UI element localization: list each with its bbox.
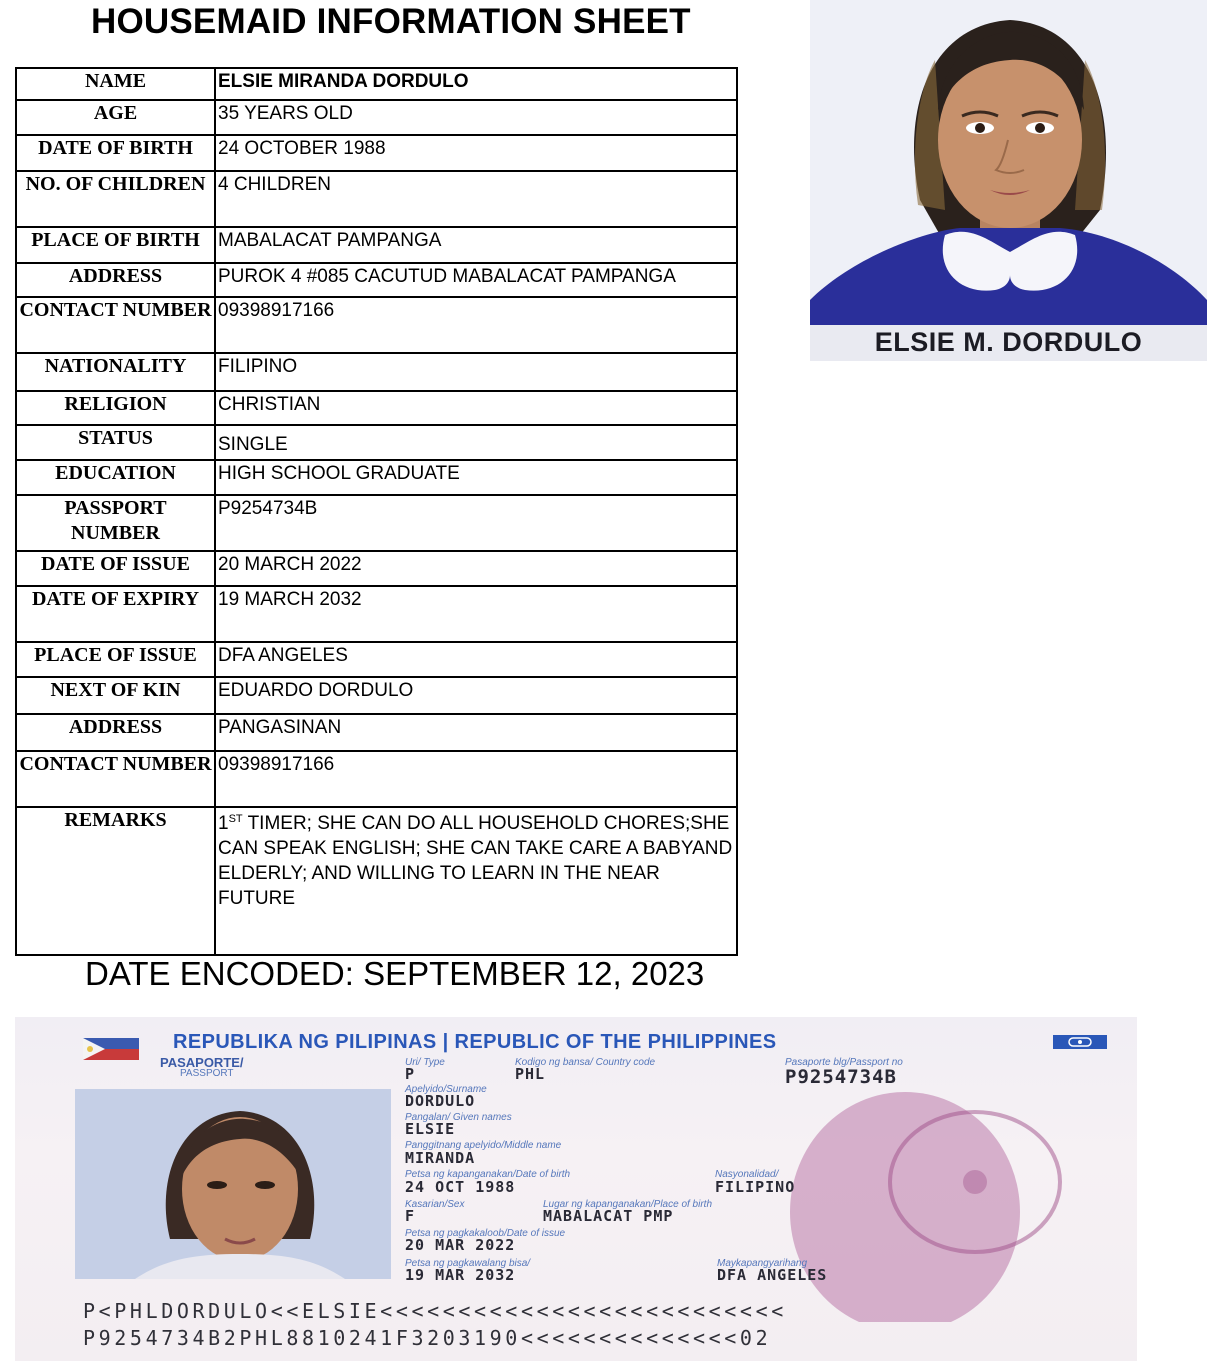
row-date-of-expiry bbox=[16, 586, 737, 642]
philippine-flag-icon bbox=[83, 1038, 139, 1060]
epassport-chip-icon bbox=[1053, 1035, 1107, 1049]
passport-pob: MABALACAT PMP bbox=[543, 1207, 674, 1225]
row-dob bbox=[16, 135, 737, 171]
row-next-of-kin bbox=[16, 677, 737, 714]
value-dob: 24 OCTOBER 1988 bbox=[215, 135, 737, 171]
value-next-of-kin: EDUARDO DORDULO bbox=[215, 677, 737, 714]
passport-nationality-label: Nasyonalidad/ bbox=[715, 1169, 779, 1180]
passport-given: ELSIE bbox=[405, 1120, 456, 1138]
label-place-of-issue: PLACE OF ISSUE bbox=[16, 642, 215, 677]
row-address bbox=[16, 263, 737, 297]
portrait-illustration bbox=[810, 0, 1207, 361]
passport-dob-label: Petsa ng kapanganakan/Date of birth bbox=[405, 1169, 571, 1180]
label-education: EDUCATION bbox=[16, 460, 215, 495]
passport-authority: DFA ANGELES bbox=[717, 1266, 828, 1284]
value-kin-contact: 09398917166 bbox=[215, 751, 737, 807]
passport-given-label: Pangalan/ Given names bbox=[405, 1112, 512, 1123]
passport-type-label: Uri/ Type bbox=[405, 1057, 445, 1068]
value-name: ELSIE MIRANDA DORDULO bbox=[215, 68, 737, 100]
passport-expiry: 19 MAR 2032 bbox=[405, 1266, 516, 1284]
photo-caption: ELSIE M. DORDULO bbox=[874, 327, 1143, 357]
passport-sex-label: Kasarian/Sex bbox=[405, 1199, 465, 1210]
label-date-of-expiry: DATE OF EXPIRY bbox=[16, 586, 215, 642]
passport-expiry-label: Petsa ng pagkawalang bisa/ bbox=[405, 1258, 531, 1269]
value-date-of-expiry: 19 MARCH 2032 bbox=[215, 586, 737, 642]
row-contact bbox=[16, 297, 737, 353]
remarks-ordinal-suffix: ST bbox=[228, 813, 243, 825]
passport-seal-watermark bbox=[775, 1062, 1137, 1322]
row-nationality bbox=[16, 353, 737, 391]
value-status: SINGLE bbox=[215, 425, 737, 460]
passport-surname: DORDULO bbox=[405, 1092, 476, 1110]
row-religion bbox=[16, 391, 737, 425]
value-age: 35 YEARS OLD bbox=[215, 100, 737, 135]
passport-portrait-illustration bbox=[75, 1089, 391, 1279]
row-status bbox=[16, 425, 737, 460]
label-name: NAME bbox=[16, 68, 215, 100]
passport-middle: MIRANDA bbox=[405, 1149, 476, 1167]
label-pob: PLACE OF BIRTH bbox=[16, 227, 215, 263]
value-pob: MABALACAT PAMPANGA bbox=[215, 227, 737, 263]
passport-number: P9254734B bbox=[785, 1066, 897, 1088]
label-children: NO. OF CHILDREN bbox=[16, 171, 215, 227]
row-kin-contact bbox=[16, 751, 737, 807]
value-date-of-issue: 20 MARCH 2022 bbox=[215, 551, 737, 586]
row-remarks bbox=[16, 807, 737, 955]
passport-nationality: FILIPINO bbox=[715, 1178, 796, 1196]
label-status: STATUS bbox=[16, 425, 215, 460]
row-passport-number bbox=[16, 495, 737, 551]
info-table bbox=[15, 67, 738, 956]
value-passport-number: P9254734B bbox=[215, 495, 737, 551]
label-religion: RELIGION bbox=[16, 391, 215, 425]
row-pob bbox=[16, 227, 737, 263]
passport-issue: 20 MAR 2022 bbox=[405, 1236, 516, 1254]
row-children bbox=[16, 171, 737, 227]
passport-country-label: Kodigo ng bansa/ Country code bbox=[515, 1057, 656, 1068]
passport-dob: 24 OCT 1988 bbox=[405, 1178, 516, 1196]
remarks-ordinal: 1 bbox=[218, 813, 229, 834]
date-encoded: DATE ENCODED: SEPTEMBER 12, 2023 bbox=[85, 955, 705, 992]
passport-issue-label: Petsa ng pagkakaloob/Date of issue bbox=[405, 1228, 566, 1239]
passport-mrz-line-2: P9254734B2PHL8810241F3203190<<<<<<<<<<<<<<02 bbox=[83, 1326, 772, 1350]
passport-doc-label-en: PASSPORT bbox=[180, 1068, 234, 1079]
label-contact: CONTACT NUMBER bbox=[16, 297, 215, 353]
passport-country: PHL bbox=[515, 1065, 546, 1083]
passport-surname-label: Apelyido/Surname bbox=[405, 1084, 487, 1095]
row-education bbox=[16, 460, 737, 495]
row-kin-address bbox=[16, 714, 737, 751]
passport-sex: F bbox=[405, 1207, 416, 1225]
passport-pob-label: Lugar ng kapanganakan/Place of birth bbox=[543, 1199, 713, 1210]
passport-type: P bbox=[405, 1065, 416, 1083]
value-children: 4 CHILDREN bbox=[215, 171, 737, 227]
passport-doc-label: PASAPORTE/ bbox=[160, 1055, 244, 1070]
value-address: PUROK 4 #085 CACUTUD MABALACAT PAMPANGA bbox=[215, 263, 737, 297]
row-age bbox=[16, 100, 737, 135]
label-nationality: NATIONALITY bbox=[16, 353, 215, 391]
value-education: HIGH SCHOOL GRADUATE bbox=[215, 460, 737, 495]
label-next-of-kin: NEXT OF KIN bbox=[16, 677, 215, 714]
label-kin-contact: CONTACT NUMBER bbox=[16, 751, 215, 807]
passport-mrz-line-1: P<PHLDORDULO<<ELSIE<<<<<<<<<<<<<<<<<<<<<<<<<< bbox=[83, 1299, 787, 1323]
id-photo bbox=[810, 0, 1207, 361]
row-name bbox=[16, 68, 737, 100]
passport-authority-label: Maykapangyarihang bbox=[717, 1258, 808, 1269]
label-date-of-issue: DATE OF ISSUE bbox=[16, 551, 215, 586]
value-place-of-issue: DFA ANGELES bbox=[215, 642, 737, 677]
value-nationality: FILIPINO bbox=[215, 353, 737, 391]
label-address: ADDRESS bbox=[16, 263, 215, 297]
value-religion: CHRISTIAN bbox=[215, 391, 737, 425]
label-passport-number: PASSPORT NUMBER bbox=[16, 495, 215, 551]
passport-header: REPUBLIKA NG PILIPINAS | REPUBLIC OF THE PHILIPPINES bbox=[173, 1031, 777, 1053]
passport-photo bbox=[75, 1089, 391, 1279]
passport-middle-label: Panggitnang apelyido/Middle name bbox=[405, 1140, 562, 1151]
sheet-title: HOUSEMAID INFORMATION SHEET bbox=[91, 2, 691, 41]
passport-number-label: Pasaporte blg/Passport no bbox=[785, 1057, 903, 1068]
row-date-of-issue bbox=[16, 551, 737, 586]
label-kin-address: ADDRESS bbox=[16, 714, 215, 751]
remarks-text: TIMER; SHE CAN DO ALL HOUSEHOLD CHORES;SHE CAN SPEAK ENGLISH; SHE CAN TAKE CARE A BABYAND ELDERLY; AND WILLING TO LEARN IN THE NEAR FUTURE bbox=[218, 813, 733, 909]
value-kin-address: PANGASINAN bbox=[215, 714, 737, 751]
label-dob: DATE OF BIRTH bbox=[16, 135, 215, 171]
value-contact: 09398917166 bbox=[215, 297, 737, 353]
label-remarks: REMARKS bbox=[16, 807, 215, 955]
row-place-of-issue bbox=[16, 642, 737, 677]
passport-scan bbox=[15, 1017, 1137, 1361]
label-age: AGE bbox=[16, 100, 215, 135]
value-remarks bbox=[215, 807, 737, 955]
